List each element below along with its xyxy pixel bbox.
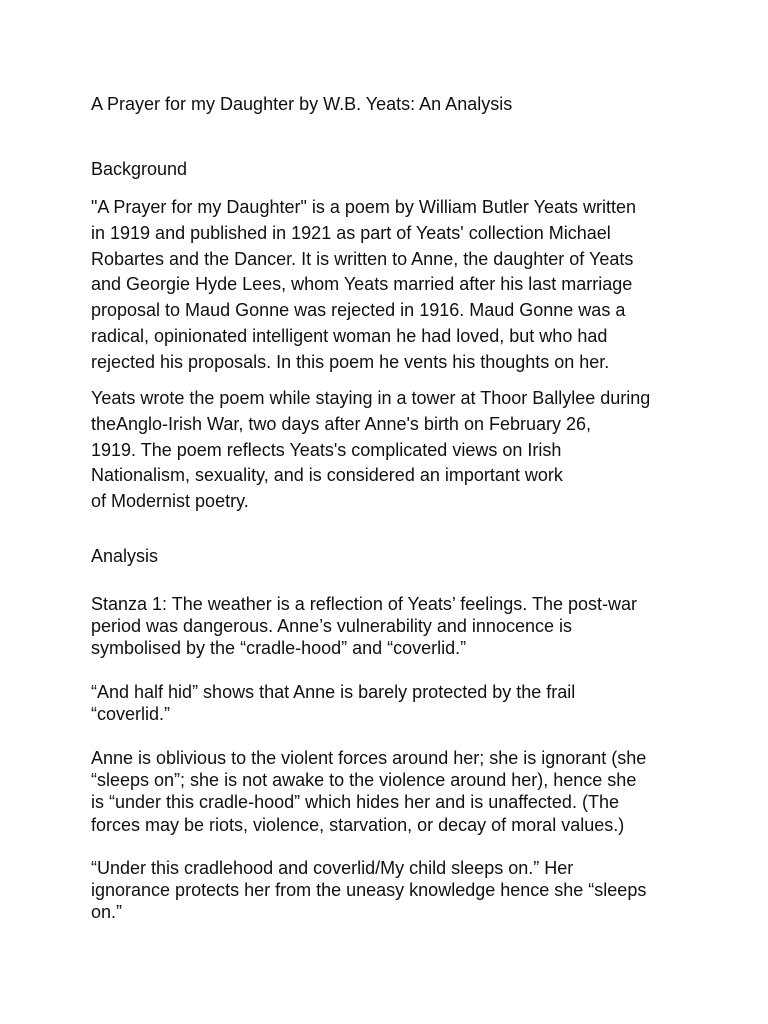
analysis-paragraph-1: Stanza 1: The weather is a reflection of Yeats’ feelings. The post-war period was dangerous. Anne’s vulnerability and innocence is symbolised by the “cradle-hood” and “coverlid.” [91, 594, 637, 659]
analysis-paragraph-2: “And half hid” shows that Anne is barely protected by the frail “coverlid.” [91, 682, 576, 725]
background-paragraph-2: Yeats wrote the poem while staying in a tower at Thoor Ballylee during theAnglo-Irish War, two days after Anne's birth on February 26, 1919. The poem reflects Yeats's complicated views on Irish Nationalism, sexuality, and is considered an important work of Modernist poetry. [91, 388, 651, 512]
analysis-paragraph-3: Anne is oblivious to the violent forces around her; she is ignorant (she “sleeps on”; she is not awake to the violence around her), hence she is “under this cradle-hood” which hides her and is unaffected. (The forces may be riots, violence, starvation, or decay of moral values.) [91, 748, 647, 835]
analysis-heading: Analysis [91, 546, 159, 566]
background-paragraph-1: "A Prayer for my Daughter" is a poem by William Butler Yeats written in 1919 and published in 1921 as part of Yeats' collection Michael Robartes and the Dancer. It is written to Anne, the daughter of Yeats and Georgie Hyde Lees, whom Yeats married after his last marriage proposal to Maud Gonne was rejected in 1916. Maud Gonne was a radical, opinionated intelligent woman he had loved, but who had rejected his proposals. In this poem he vents his thoughts on her. [91, 197, 636, 372]
analysis-paragraph-4: “Under this cradlehood and coverlid/My child sleeps on.” Her ignorance protects her from the uneasy knowledge hence she “sleeps on.” [91, 858, 647, 923]
document-title: A Prayer for my Daughter by W.B. Yeats: An Analysis [91, 94, 513, 114]
background-heading: Background [91, 159, 188, 179]
